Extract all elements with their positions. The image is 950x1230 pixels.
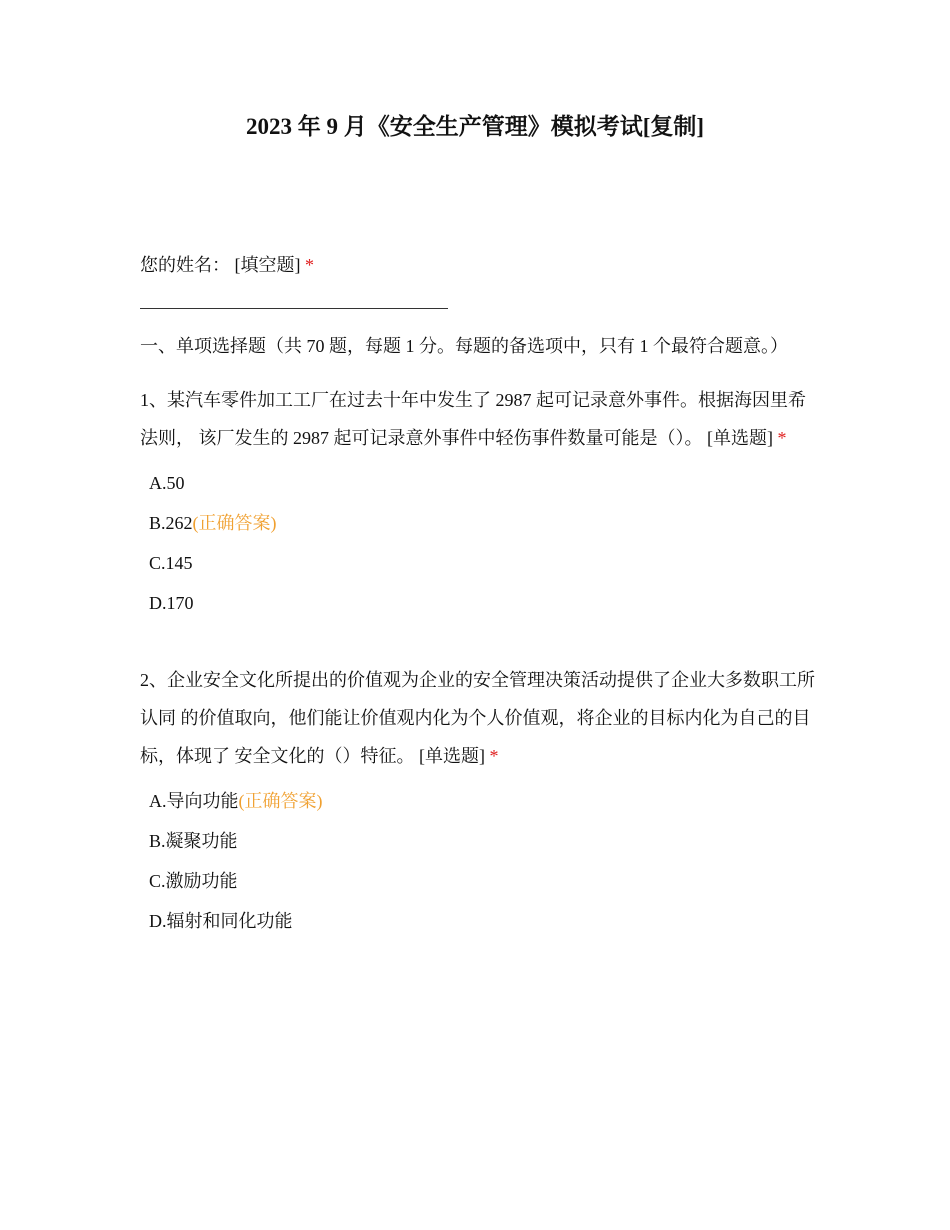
option-d[interactable] <box>140 901 820 941</box>
question-1-options <box>140 463 820 623</box>
name-question <box>140 246 820 284</box>
option-c[interactable] <box>140 861 820 901</box>
option-label: D.170 <box>149 593 194 613</box>
spacer <box>140 623 820 645</box>
option-a[interactable] <box>140 781 820 821</box>
option-label: D.辐射和同化功能 <box>149 911 293 931</box>
option-label: A.50 <box>149 473 185 493</box>
question-2 <box>140 661 820 775</box>
name-answer-line[interactable] <box>140 294 448 309</box>
option-label: B.262 <box>149 513 193 533</box>
option-label: B.凝聚功能 <box>149 831 238 851</box>
required-mark: * <box>305 255 314 275</box>
name-type-tag: [填空题] <box>234 255 301 275</box>
name-label: 您的姓名： <box>140 255 230 275</box>
question-text: 2、企业安全文化所提出的价值观为企业的安全管理决策活动提供了企业大多数职工所认同 的价值取向，他们能让价值观内化为个人价值观，将企业的目标内化为自己的目标，体现了 安全文化的（）特征。 <box>140 670 815 766</box>
option-a[interactable] <box>140 463 820 503</box>
correct-answer-note: (正确答案) <box>192 513 277 533</box>
question-2-options <box>140 781 820 941</box>
option-b[interactable] <box>140 503 820 543</box>
question-text: 1、某汽车零件加工工厂在过去十年中发生了 2987 起可记录意外事件。根据海因里希法则， 该厂发生的 2987 起可记录意外事件中轻伤事件数量可能是（）。 <box>140 390 806 448</box>
page-title: 2023 年 9 月《安全生产管理》模拟考试[复制] <box>245 114 705 139</box>
question-1 <box>140 381 820 457</box>
required-mark: * <box>777 428 787 448</box>
section-heading: 一、单项选择题（共 70 题，每题 1 分。每题的备选项中，只有 1 个最符合题意。） <box>140 336 788 356</box>
option-label: A.导向功能 <box>149 791 239 811</box>
option-label: C.激励功能 <box>149 871 238 891</box>
required-mark: * <box>489 746 499 766</box>
option-d[interactable] <box>140 583 820 623</box>
option-b[interactable] <box>140 821 820 861</box>
option-c[interactable] <box>140 543 820 583</box>
survey-content <box>140 246 820 941</box>
option-label: C.145 <box>149 553 193 573</box>
question-type-tag: [单选题] <box>419 746 485 766</box>
correct-answer-note: (正确答案) <box>238 791 323 811</box>
question-type-tag: [单选题] <box>707 428 773 448</box>
